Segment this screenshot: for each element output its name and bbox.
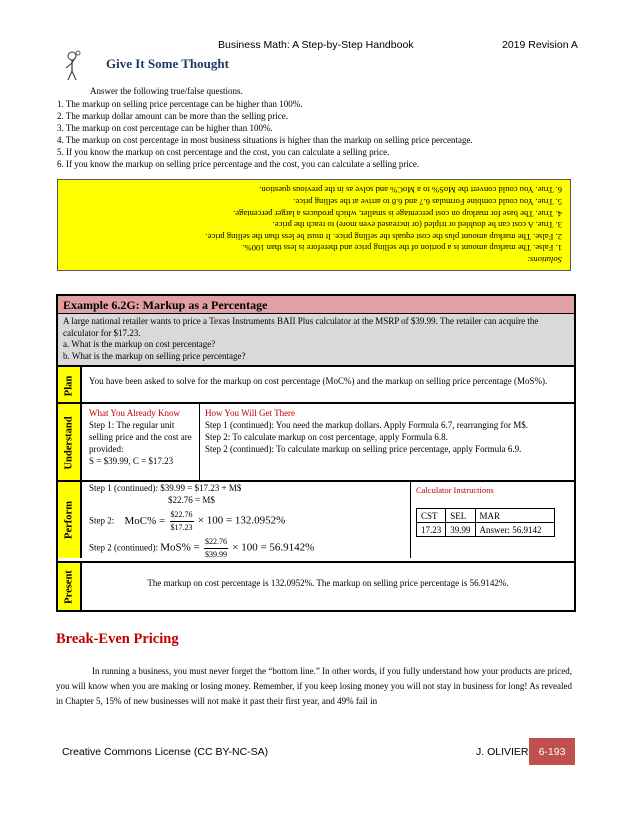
moc-lhs: MoC% = <box>124 514 166 527</box>
present-label: Present <box>63 569 75 604</box>
thinking-figure-icon <box>60 50 88 82</box>
plan-label: Plan <box>63 375 75 396</box>
row-divider <box>58 402 574 404</box>
perform-label: Perform <box>63 501 75 539</box>
plan-text: You have been asked to solve for the markup on cost percentage (MoC%) and the markup on selling price percentage (MoS%). <box>89 376 548 386</box>
calc-header-cell: SEL <box>446 509 475 523</box>
solution-line: 6. True. You could convert the MoS% to a MoC% and solve as in the previous question. <box>259 185 562 196</box>
tf-question: 5. If you know the markup on cost percentage and the cost, you can calculate a selling price. <box>57 147 390 158</box>
known-column <box>89 407 195 467</box>
perform-line: $22.76 = M$ <box>168 495 215 505</box>
calculator-title: Calculator Instructions <box>416 485 494 495</box>
footer-license: Creative Commons License (CC BY-NC-SA) <box>62 746 269 758</box>
example-box <box>56 294 576 612</box>
solution-line: 3. True. A cost can be doubled or tripled (or increased even more) to reach the price. <box>272 220 562 231</box>
moc-denominator: $17.23 <box>170 523 193 532</box>
solution-line: 2. False. The markup amount plus the cost equals the selling price. It must be less than the selling price. <box>205 231 562 242</box>
mos-formula <box>89 536 314 561</box>
solutions-box <box>57 179 571 271</box>
calc-value-cell: 39.99 <box>446 523 475 537</box>
calc-header-cell: MAR <box>475 509 554 523</box>
plan-sidebar <box>58 367 82 404</box>
calculator-panel <box>410 482 573 558</box>
solutions-upside-down <box>58 180 570 269</box>
tf-intro: Answer the following true/false questions. <box>90 86 243 96</box>
example-title: Example 6.2G: Markup as a Percentage <box>58 296 574 314</box>
row-divider <box>58 561 574 563</box>
section-paragraph <box>56 664 572 710</box>
give-it-thought-title: Give It Some Thought <box>106 56 229 71</box>
how-column <box>205 407 573 455</box>
perform-sidebar <box>58 482 82 558</box>
known-heading: What You Already Know <box>89 408 180 418</box>
section-title: Break-Even Pricing <box>56 631 179 647</box>
calc-value-cell: Answer: 56.9142 <box>475 523 554 537</box>
tf-question: 2. The markup dollar amount can be more than the selling price. <box>57 111 289 122</box>
tf-question: 3. The markup on cost percentage can be higher than 100%. <box>57 123 273 134</box>
how-step: Step 2 (continued): To calculate markup on selling price percentage, apply Formula 6.9. <box>205 444 522 454</box>
problem-part-a: a. What is the markup on cost percentage? <box>63 339 216 350</box>
solutions-label: Solutions: <box>527 255 562 266</box>
header-revision: 2019 Revision A <box>502 39 578 51</box>
tf-question: 6. If you know the markup on selling price percentage and the cost, you can calculate a selling price. <box>57 159 420 170</box>
how-step: Step 1 (continued): You need the markup dollars. Apply Formula 6.7, rearranging for M$. <box>205 420 528 430</box>
mos-lhs: MoS% = <box>160 541 200 554</box>
tf-question: 1. The markup on selling price percentage can be higher than 100%. <box>57 99 303 109</box>
moc-numerator: $22.76 <box>170 509 194 522</box>
perform-work <box>89 482 314 561</box>
understand-label: Understand <box>63 416 75 470</box>
perform-line: Step 1 (continued): $39.99 = $17.23 + M$ <box>89 483 242 493</box>
problem-text: A large national retailer wants to price a Texas Instruments BAII Plus calculator at the MSRP of $39.99. The retailer can acquire the calculator for $17.23. <box>63 316 539 338</box>
mos-denominator: $39.99 <box>205 550 228 559</box>
calc-value-cell: 17.23 <box>417 523 446 537</box>
known-text: Step 1: The regular unit selling price and the cost are provided: <box>89 420 192 454</box>
moc-formula <box>89 509 314 534</box>
mos-numerator: $22.76 <box>204 536 228 549</box>
moc-fraction <box>170 509 194 534</box>
calc-header-cell: CST <box>417 509 446 523</box>
present-sidebar <box>58 563 82 610</box>
moc-rhs: × 100 = 132.0952% <box>197 514 286 527</box>
column-divider <box>199 404 200 482</box>
tf-question: 4. The markup on cost percentage in most business situations is higher than the markup on selling price percentage. <box>57 135 473 146</box>
step2-continued-label: Step 2 (continued): <box>89 542 158 553</box>
mos-fraction <box>204 536 228 561</box>
calculator-table <box>416 508 555 537</box>
tf-questions <box>57 98 473 171</box>
page-number-badge: 6-193 <box>529 738 575 765</box>
step2-label: Step 2: <box>89 515 115 526</box>
footer-author: J. OLIVIER <box>476 746 529 758</box>
table-row <box>417 509 555 523</box>
how-heading: How You Will Get There <box>205 408 296 418</box>
how-step: Step 2: To calculate markup on cost percentage, apply Formula 6.8. <box>205 432 448 442</box>
solution-line: 1. False. The markup amount is a portion of the selling price and therefore is less than 100%. <box>242 243 562 254</box>
understand-sidebar <box>58 404 82 482</box>
solution-line: 5. True. You could combine Formulas 6.7 and 6.8 to arrive at the selling price. <box>293 197 562 208</box>
mos-rhs: × 100 = 56.9142% <box>232 541 315 554</box>
problem-part-b: b. What is the markup on selling price percentage? <box>63 350 246 361</box>
known-values: S = $39.99, C = $17.23 <box>89 456 174 466</box>
solution-line: 4. True. The base for markup on cost percentage is smaller, which produces a larger percentage. <box>233 208 562 219</box>
present-text: The markup on cost percentage is 132.0952%. The markup on selling price percentage is 56.9142%. <box>147 578 509 588</box>
header-title: Business Math: A Step-by-Step Handbook <box>218 39 414 51</box>
table-row <box>417 523 555 537</box>
paragraph-text: In running a business, you must never forget the “bottom line.” In other words, if you fully understand how your products are priced, you will know when you are making or losing money. Remember, if you keep losing money you will not stay in business for long! As revealed in Chapter 5, 15% of new businesses will not make it past their first year, and 49% fail in <box>56 666 572 707</box>
example-problem <box>58 314 574 367</box>
